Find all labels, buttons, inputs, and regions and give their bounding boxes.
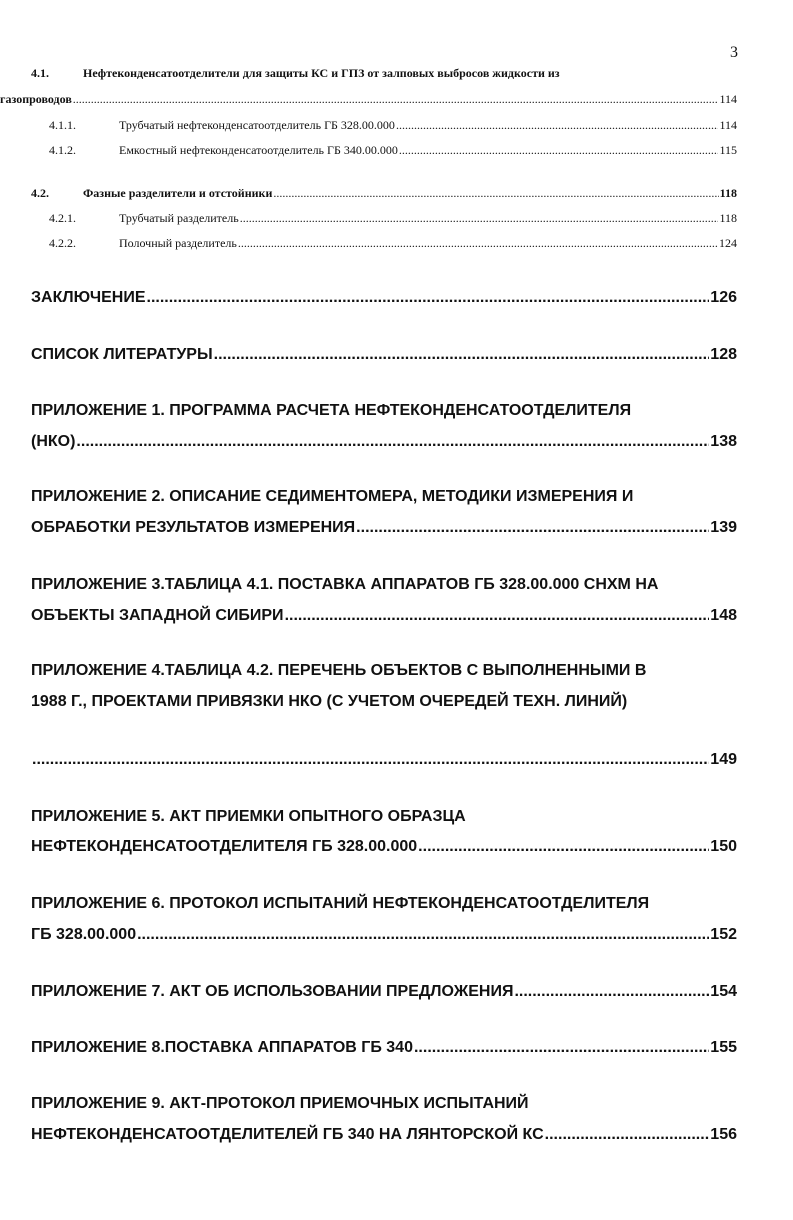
page-ref: 114 [719,92,737,106]
toc-chapter-conclusion[interactable] [31,289,737,307]
chapter-title: ПРИЛОЖЕНИЕ 3.ТАБЛИЦА 4.1. ПОСТАВКА АППАРАТОВ ГБ 328.00.000 СНХМ НА [31,576,659,593]
section-title-cont: газопроводов [0,92,72,106]
subsection-title: Емкостный нефтеконденсатоотделитель ГБ 340.00.000 [119,143,398,157]
chapter-title-cont: (НКО) [31,433,76,450]
chapter-title: ПРИЛОЖЕНИЕ 7. АКТ ОБ ИСПОЛЬЗОВАНИИ ПРЕДЛОЖЕНИЯ [31,983,514,1000]
toc-appendix-7[interactable] [31,983,737,1001]
toc-subsection-4-1-2[interactable] [49,142,737,158]
chapter-title-cont: ОБЪЕКТЫ ЗАПАДНОЙ СИБИРИ [31,607,284,624]
toc-appendix-2-cont[interactable] [31,519,737,537]
dot-leader [396,117,719,133]
toc-appendix-9-cont[interactable] [31,1126,737,1144]
toc-appendix-6-cont[interactable] [31,926,737,944]
toc-subsection-4-2-1[interactable] [49,210,737,226]
section-title: Фазные разделители и отстойники [83,186,273,200]
dot-leader [238,235,718,251]
chapter-title: ПРИЛОЖЕНИЕ 8.ПОСТАВКА АППАРАТОВ ГБ 340 [31,1039,413,1056]
dot-leader [418,838,709,856]
chapter-title: ПРИЛОЖЕНИЕ 1. ПРОГРАММА РАСЧЕТА НЕФТЕКОНДЕНСАТООТДЕЛИТЕЛЯ [31,402,632,419]
dot-leader [514,983,709,1001]
dot-leader [545,1126,710,1144]
section-number: 4.1. [31,66,49,80]
toc-appendix-2[interactable] [31,488,737,506]
toc-appendix-8[interactable] [31,1039,737,1057]
chapter-title: ЗАКЛЮЧЕНИЕ [31,289,146,306]
subsection-number: 4.1.1. [49,118,76,132]
chapter-title-cont: 1988 Г., ПРОЕКТАМИ ПРИВЯЗКИ НКО (С УЧЕТОМ ОЧЕРЕДЕЙ ТЕХН. ЛИНИЙ) [31,693,628,710]
chapter-title: СПИСОК ЛИТЕРАТУРЫ [31,346,213,363]
section-title: Нефтеконденсатоотделители для защиты КС и ГПЗ от залповых выбросов жидкости из [83,66,560,80]
page-ref: 148 [710,607,737,624]
dot-leader [273,185,718,201]
page-ref: 138 [710,433,737,450]
page-ref: 128 [710,346,737,363]
chapter-title: ПРИЛОЖЕНИЕ 5. АКТ ПРИЕМКИ ОПЫТНОГО ОБРАЗЦА [31,808,466,825]
chapter-title: ПРИЛОЖЕНИЕ 6. ПРОТОКОЛ ИСПЫТАНИЙ НЕФТЕКОНДЕНСАТООТДЕЛИТЕЛЯ [31,895,650,912]
page-ref: 156 [710,1126,737,1143]
dot-leader [356,519,709,537]
page-ref: 126 [710,289,737,306]
subsection-number: 4.2.1. [49,211,76,225]
subsection-number: 4.2.2. [49,236,76,250]
page-ref: 152 [710,926,737,943]
toc-appendix-5-cont[interactable] [31,838,737,856]
toc-subsection-4-2-2[interactable] [49,235,737,251]
toc-chapter-references[interactable] [31,346,737,364]
toc-appendix-1[interactable] [31,402,737,420]
toc-appendix-5[interactable] [31,808,737,826]
toc-appendix-4[interactable] [31,662,737,680]
dot-leader [240,210,719,226]
subsection-title: Трубчатый разделитель [119,211,239,225]
toc-subsection-4-1-1[interactable] [49,117,737,133]
chapter-title-cont: ОБРАБОТКИ РЕЗУЛЬТАТОВ ИЗМЕРЕНИЯ [31,519,356,536]
toc-appendix-3-cont[interactable] [31,607,737,625]
dot-leader [399,142,719,158]
subsection-title: Трубчатый нефтеконденсатоотделитель ГБ 328.00.000 [119,118,395,132]
chapter-title: ПРИЛОЖЕНИЕ 4.ТАБЛИЦА 4.2. ПЕРЕЧЕНЬ ОБЪЕКТОВ С ВЫПОЛНЕННЫМИ В [31,662,647,679]
page-ref: 114 [719,118,737,132]
page-ref: 124 [719,236,737,250]
chapter-title: ПРИЛОЖЕНИЕ 2. ОПИСАНИЕ СЕДИМЕНТОМЕРА, МЕТОДИКИ ИЗМЕРЕНИЯ И [31,488,634,505]
toc-section-4-2[interactable] [31,185,737,201]
dot-leader [147,289,710,307]
page-number: 3 [730,44,738,61]
dot-leader [137,926,709,944]
page-ref: 115 [719,143,737,157]
chapter-title-cont: ГБ 328.00.000 [31,926,137,943]
dot-leader [214,346,710,364]
toc-section-4-1-cont[interactable] [0,91,737,107]
dot-leader [32,751,709,769]
page-ref: 139 [710,519,737,536]
chapter-title-cont: НЕФТЕКОНДЕНСАТООТДЕЛИТЕЛЯ ГБ 328.00.000 [31,838,418,855]
toc-appendix-3[interactable] [31,576,737,594]
dot-leader [414,1039,709,1057]
toc-appendix-9[interactable] [31,1095,737,1113]
dot-leader [76,433,709,451]
toc-appendix-1-cont[interactable] [31,433,737,451]
page-ref: 150 [710,838,737,855]
toc-section-4-1[interactable] [31,65,737,81]
page-ref: 149 [710,751,737,768]
toc-appendix-6[interactable] [31,895,737,913]
section-number: 4.2. [31,186,49,200]
page-ref: 118 [719,186,737,200]
chapter-title-cont: НЕФТЕКОНДЕНСАТООТДЕЛИТЕЛЕЙ ГБ 340 НА ЛЯНТОРСКОЙ КС [31,1126,544,1143]
dot-leader [285,607,710,625]
page-ref: 155 [710,1039,737,1056]
dot-leader [73,91,719,107]
toc-appendix-4-leader[interactable] [31,751,737,769]
page-ref: 154 [710,983,737,1000]
toc-appendix-4-cont[interactable] [31,693,737,711]
chapter-title: ПРИЛОЖЕНИЕ 9. АКТ-ПРОТОКОЛ ПРИЕМОЧНЫХ ИСПЫТАНИЙ [31,1095,529,1112]
subsection-title: Полочный разделитель [119,236,237,250]
subsection-number: 4.1.2. [49,143,76,157]
page-ref: 118 [719,211,737,225]
